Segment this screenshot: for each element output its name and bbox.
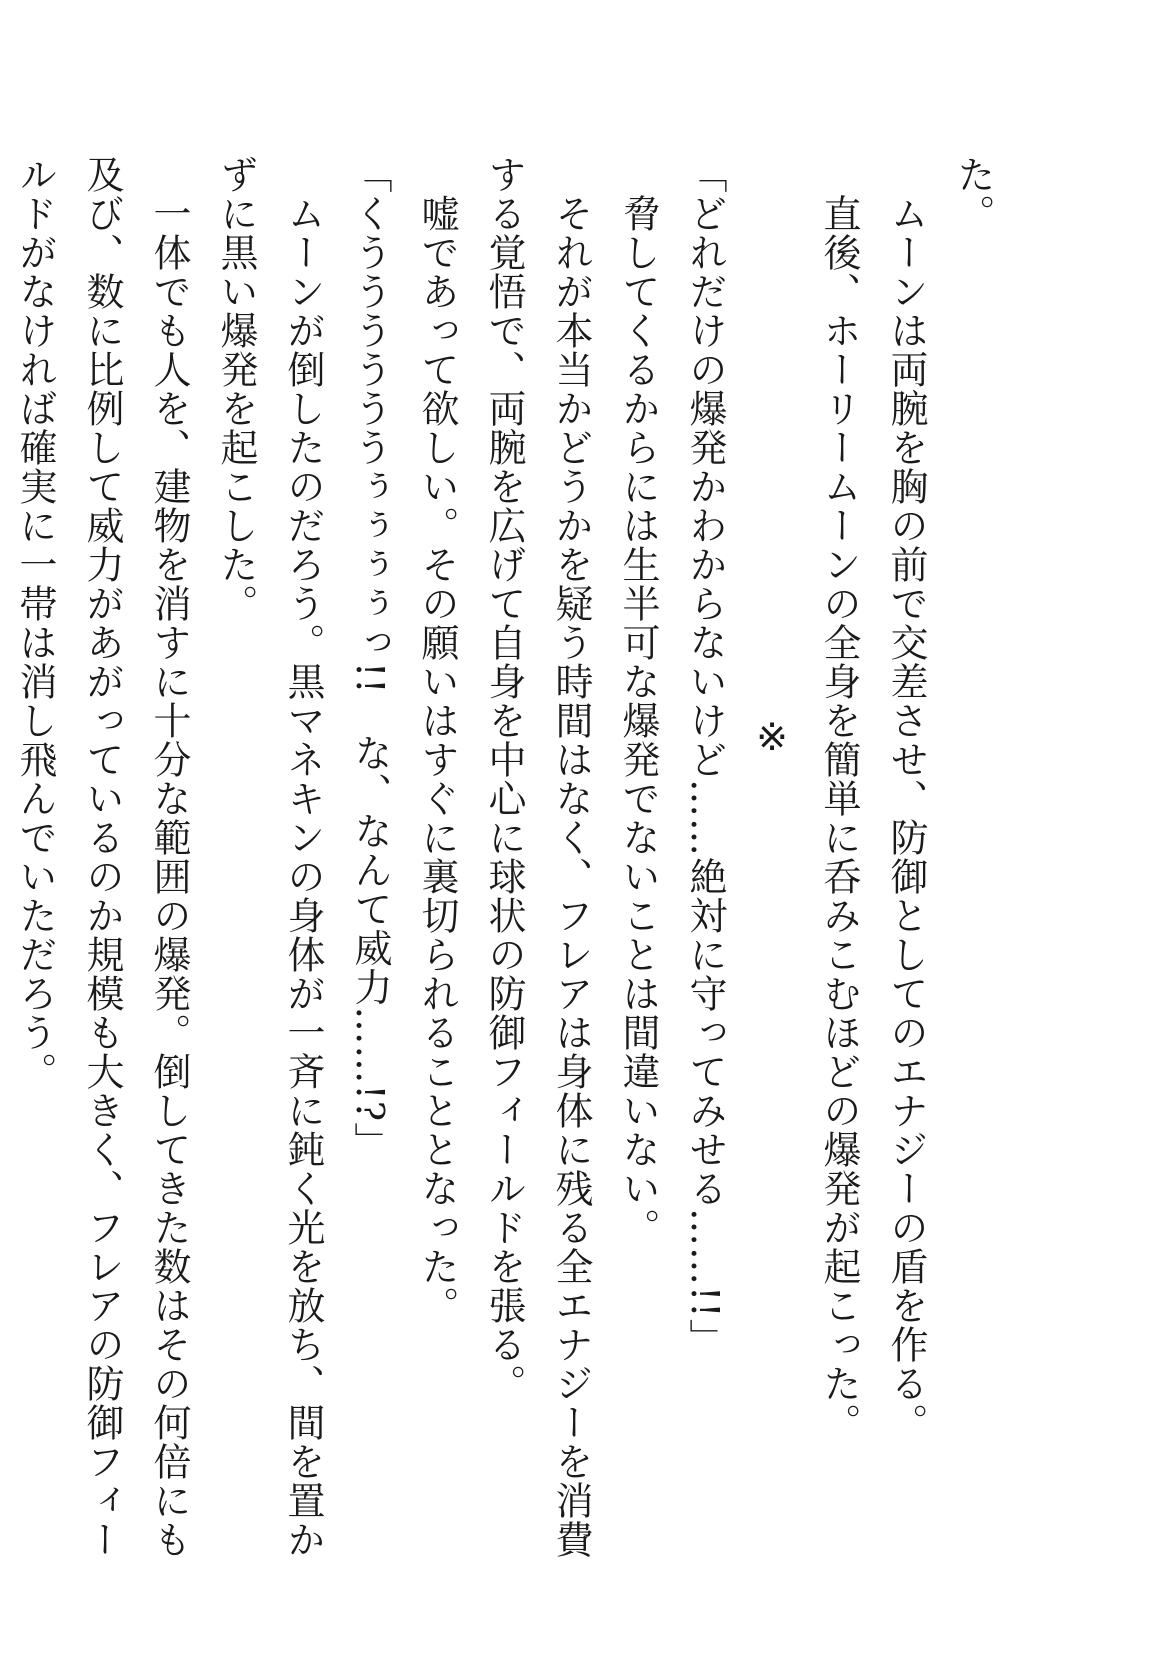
text-line: た。 <box>951 155 995 233</box>
text-line: 「どれだけの爆発かわからないけど……絶対に守ってみせる……!!」 <box>683 155 727 1358</box>
text-line: 及び、数に比例して威力があがっているのか規模も大きく、フレアの防御フィー <box>80 155 124 1559</box>
text-line: 脅してくるからには生半可な爆発でないことは間違いない。 <box>616 155 660 1247</box>
scene-break-mark: ※ <box>750 715 794 760</box>
text-line: ムーンは両腕を胸の前で交差させ、防御としてのエナジーの盾を作る。 <box>884 155 928 1442</box>
novel-text-block <box>1 155 1006 1559</box>
text-line: 嘘であって欲しい。その願いはすぐに裏切られることとなった。 <box>415 155 459 1325</box>
text-line: それが本当かどうかを疑う時間はなく、フレアは身体に残る全エナジーを消費 <box>549 155 593 1559</box>
text-line: 直後、ホーリームーンの全身を簡単に呑みこむほどの爆発が起こった。 <box>817 155 861 1442</box>
text-line: 「くううううううぅぅぅぅっ!! な、なんて威力……!?」 <box>348 155 392 1162</box>
text-line: ずに黒い爆発を起こした。 <box>214 155 258 623</box>
text-line: する覚悟で、両腕を広げて自身を中心に球状の防御フィールドを張る。 <box>482 155 526 1403</box>
text-line: 一体でも人を、建物を消すに十分な範囲の爆発。倒してきた数はその何倍にも <box>147 155 191 1559</box>
text-line: ルドがなければ確実に一帯は消し飛んでいただろう。 <box>13 155 57 1091</box>
text-line: ムーンが倒したのだろう。黒マネキンの身体が一斉に鈍く光を放ち、間を置か <box>281 155 325 1559</box>
